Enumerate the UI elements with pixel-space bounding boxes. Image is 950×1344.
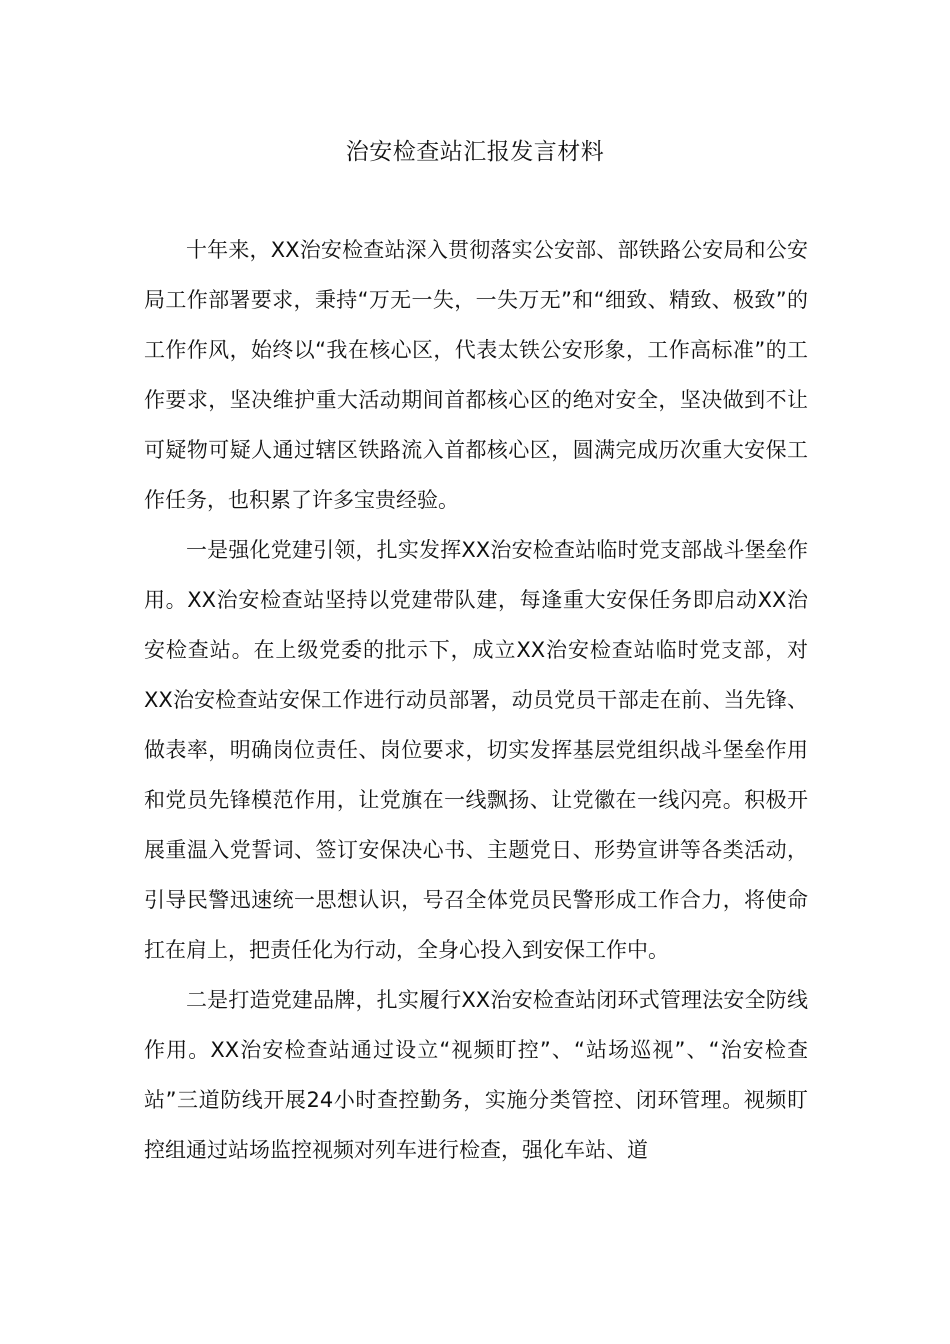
paragraph-party-brand: 二是打造党建品牌，扎实履行XX治安检查站闭环式管理法安全防线作用。XX治安检查站通过设立“视频盯控”、“站场巡视”、“治安检查站”三道防线开展24小时查控勤务，实施分类管控、闭环管理。视频盯控组通过站场监控视频对列车进行检查，强化车站、道 [144, 988, 808, 1162]
paragraph-party-leadership: 一是强化党建引领，扎实发挥XX治安检查站临时党支部战斗堡垒作用。XX治安检查站坚持以党建带队建，每逢重大安保任务即启动XX治安检查站。在上级党委的批示下，成立XX治安检查站临时党支部，对XX治安检查站安保工作进行动员部署，动员党员干部走在前、当先锋、做表率，明确岗位责任、岗位要求，切实发挥基层党组织战斗堡垒作用和党员先锋模范作用，让党旗在一线飘扬、让党徽在一线闪亮。积极开展重温入党誓词、签订安保决心书、主题党日、形势宣讲等各类活动，引导民警迅速统一思想认识，号召全体党员民警形成工作合力，将使命扛在肩上，把责任化为行动，全身心投入到安保工作中。 [144, 538, 808, 962]
document-title: 治安检查站汇报发言材料 [345, 139, 605, 165]
document-body [144, 225, 808, 1175]
paragraph-intro: 十年来，XX治安检查站深入贯彻落实公安部、部铁路公安局和公安局工作部署要求，秉持“万无一失，一失万无”和“细致、精致、极致”的工作作风，始终以“我在核心区，代表太铁公安形象，工作高标准”的工作要求，坚决维护重大活动期间首都核心区的绝对安全，坚决做到不让可疑物可疑人通过辖区铁路流入首都核心区，圆满完成历次重大安保工作任务，也积累了许多宝贵经验。 [144, 238, 808, 512]
